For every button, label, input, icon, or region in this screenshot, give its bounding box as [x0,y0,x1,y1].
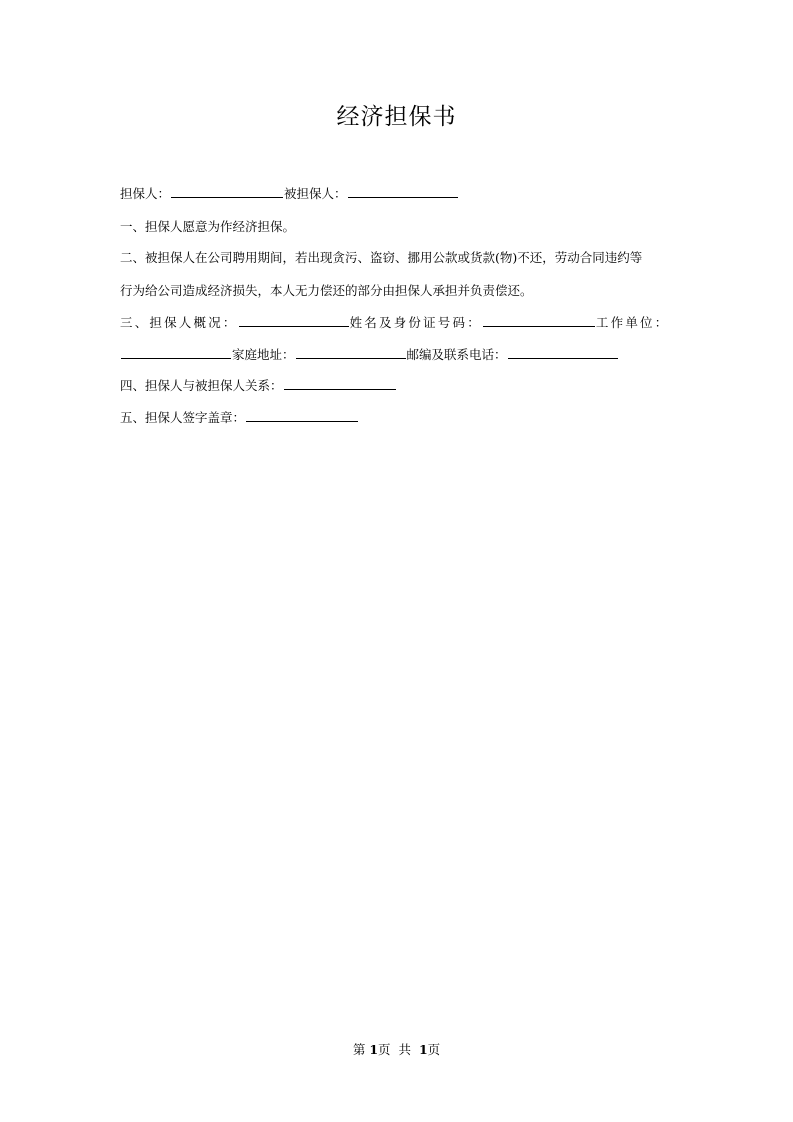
clause-4 [120,377,397,395]
clause-3-line-2 [120,346,619,364]
clause-5 [120,409,359,427]
guarantor-label: 担保人： [120,186,171,201]
work-unit-label: 工作单位： [595,315,670,330]
footer-page-number: 1 [369,1042,379,1057]
page-footer [0,1041,793,1059]
document-title: 经济担保书 [336,104,457,130]
relationship-label: 四、担保人与被担保人关系： [120,378,283,393]
home-address-label: 家庭地址： [232,347,295,362]
clause-2-line-2: 行为给公司造成经济损失，本人无力偿还的部分由担保人承担并负责偿还。 [120,283,533,298]
guarantor-overview-label: 三、担保人概况： [120,315,238,330]
guaranteed-blank [348,185,458,198]
footer-prefix: 第 [352,1042,366,1057]
postcode-phone-label: 邮编及联系电话： [406,347,507,362]
footer-page-unit: 页 [378,1042,391,1057]
name-id-blank [483,314,595,327]
postcode-phone-blank [508,346,618,359]
footer-total-prefix: 共 [398,1042,411,1057]
signature-label: 五、担保人签字盖章： [120,410,246,425]
guarantor-blank [171,185,283,198]
home-address-blank [296,346,406,359]
clause-3-line-1 [120,314,669,332]
work-unit-blank [121,346,231,359]
overview-blank [239,314,349,327]
signature-blank [246,409,358,422]
name-id-label: 姓名及身份证号码： [349,315,482,330]
parties-line [120,185,459,203]
footer-total-unit: 页 [427,1042,441,1057]
clause-1: 一、担保人愿意为作经济担保。 [120,219,296,234]
relationship-blank [284,377,396,390]
guaranteed-label: 被担保人： [284,186,347,201]
footer-total-number: 1 [418,1042,428,1057]
clause-2-line-1: 二、被担保人在公司聘用期间，若出现贪污、盗窃、挪用公款或货款(物)不还，劳动合同违约等 [120,250,643,265]
